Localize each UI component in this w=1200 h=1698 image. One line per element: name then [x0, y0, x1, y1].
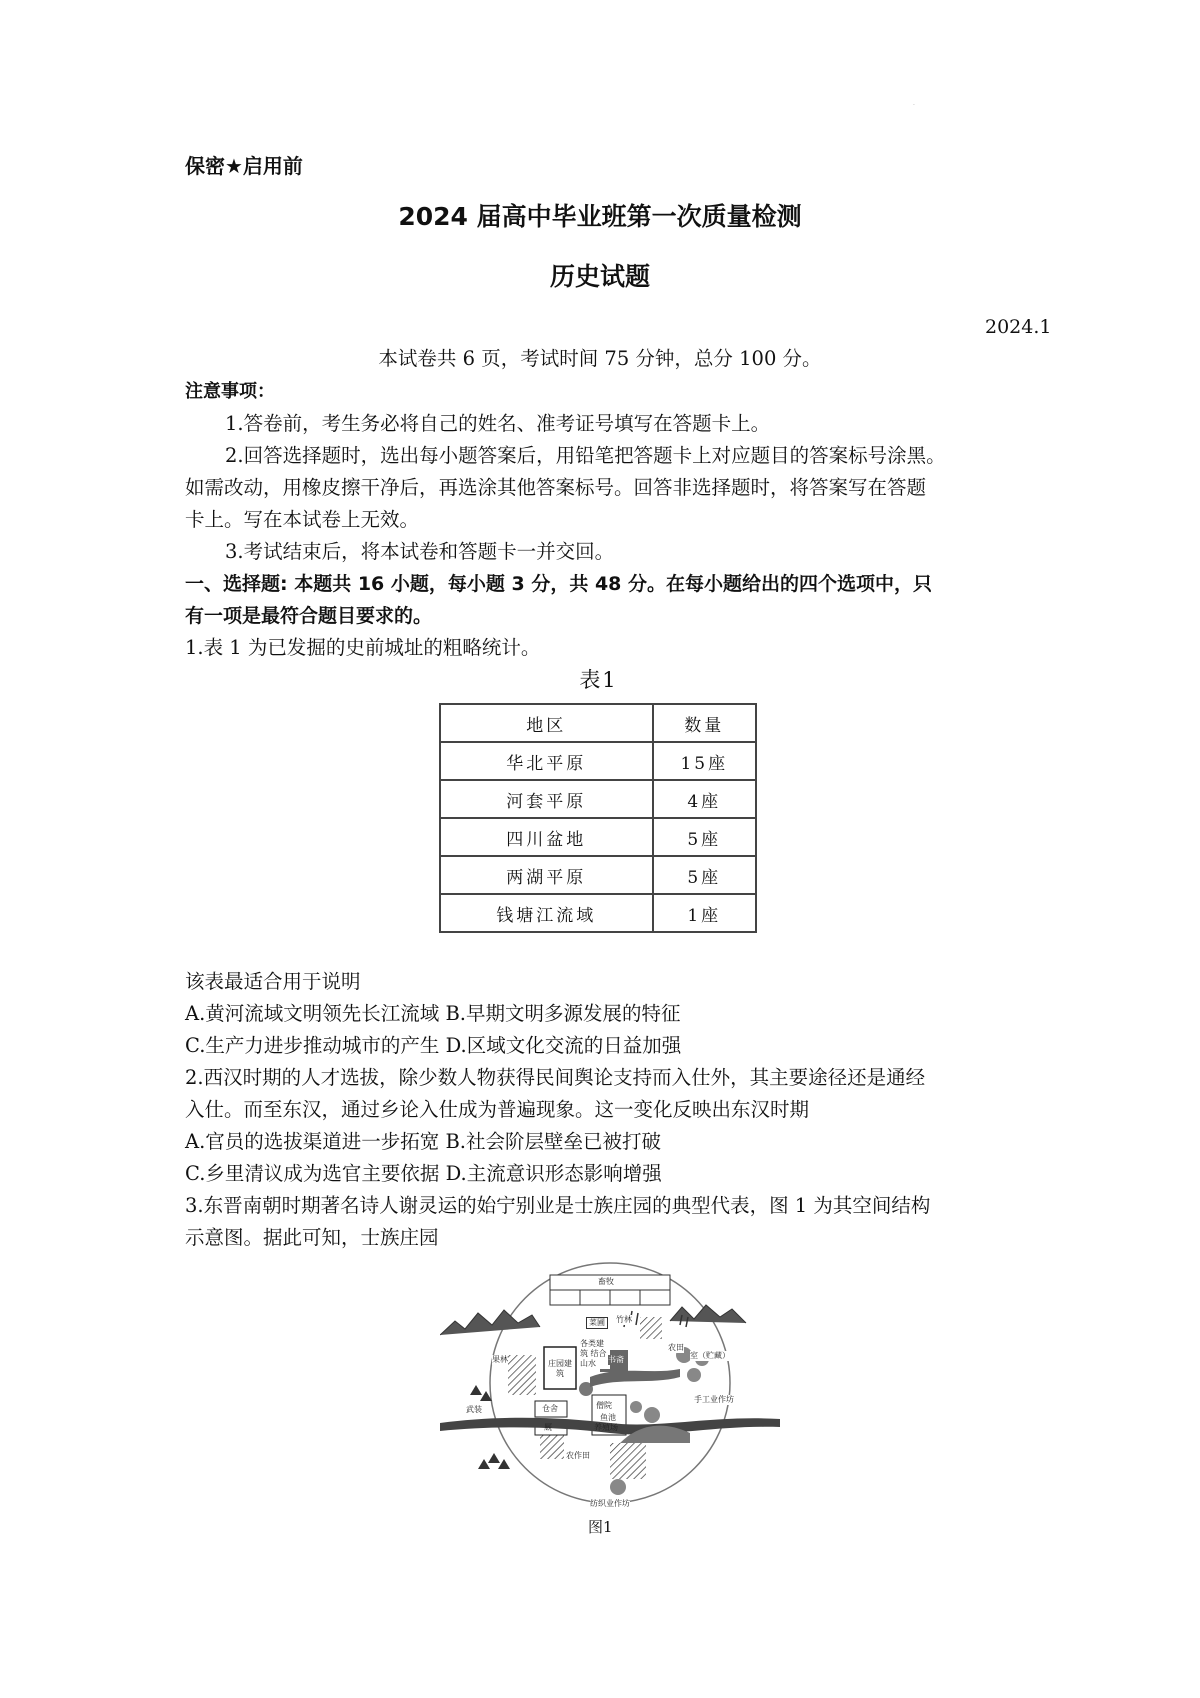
label-fish: 鱼池: [600, 1413, 616, 1422]
scan-speck: ·: [913, 102, 915, 109]
confidential-label: 保密★启用前: [185, 154, 303, 178]
table-cell-region: 河套平原: [440, 780, 653, 818]
table-cell-count: 15座: [653, 742, 756, 780]
table-cell-region: 钱塘江流域: [440, 894, 653, 932]
table-cell-count: 5座: [653, 818, 756, 856]
label-top: 畜牧: [598, 1277, 614, 1286]
q1-stem: 1.表 1 为已发掘的史前城址的粗略统计。: [185, 636, 541, 659]
table-header-region: 地区: [440, 704, 653, 742]
table-row: [440, 742, 756, 780]
q3-stem-line-2: 示意图。据此可知，士族庄园: [185, 1226, 439, 1249]
table-cell-region: 两湖平原: [440, 856, 653, 894]
q1-options-ab: A.黄河流域文明领先长江流域 B.早期文明多源发展的特征: [185, 1002, 681, 1025]
label-pasture: 养殖场: [594, 1423, 618, 1432]
table-row: [440, 894, 756, 932]
figure-1-estate-diagram: [440, 1255, 780, 1540]
table-row: [440, 856, 756, 894]
label-monastery: 僧院: [596, 1401, 612, 1410]
q3-stem-line-1: 3.东晋南朝时期著名诗人谢灵运的始宁别业是士族庄园的典型代表，图 1 为其空间结构: [185, 1194, 931, 1217]
q2-stem-line-1: 2.西汉时期的人才选拔，除少数人物获得民间舆论支持而入仕外，其主要途径还是通经: [185, 1066, 926, 1089]
note-line-1: 1.答卷前，考生务必将自己的姓名、准考证号填写在答题卡上。: [225, 412, 771, 435]
note-line-2: 2.回答选择题时，选出每小题答案后，用铅笔把答题卡上对应题目的答案标号涂黑。: [225, 444, 946, 467]
orchard-field-hatched: [508, 1355, 536, 1395]
exam-date: 2024.1: [985, 316, 1052, 338]
q2-options-cd: C.乡里清议成为选官主要依据 D.主流意识形态影响增强: [185, 1162, 662, 1185]
label-farm: 农作田: [566, 1451, 590, 1460]
notes-heading: 注意事项：: [185, 381, 275, 402]
label-textile: 纺织业作坊: [590, 1499, 630, 1508]
farm-field-hatched: [610, 1443, 646, 1479]
label-main: 庄园建筑: [548, 1359, 572, 1378]
bamboo-field-hatched: [640, 1317, 662, 1339]
note-line-3: 如需改动，用橡皮擦干净后，再选涂其他答案标号。回答非选择题时，将答案写在答题: [185, 476, 927, 499]
table-row: [440, 780, 756, 818]
exam-title: 2024 届高中毕业班第一次质量检测: [398, 202, 802, 231]
label-guard: 武装: [466, 1405, 482, 1414]
table-cell-count: 5座: [653, 856, 756, 894]
table-cell-count: 1座: [653, 894, 756, 932]
section-heading-line-2: 有一项是最符合题目要求的。: [185, 605, 433, 627]
label-fruit: 果林: [492, 1355, 508, 1364]
label-vegetable: 菜圃: [586, 1317, 608, 1329]
table-header-count: 数量: [653, 704, 756, 742]
label-bamboo: 竹林: [616, 1315, 632, 1324]
table-header-row: [440, 704, 756, 742]
exam-info: 本试卷共 6 页，考试时间 75 分钟，总分 100 分。: [378, 347, 822, 370]
table-cell-region: 四川盆地: [440, 818, 653, 856]
label-orchard: 农田: [668, 1343, 684, 1352]
label-craft: 手工业作坊: [694, 1395, 734, 1404]
note-line-4: 卡上。写在本试卷上无效。: [185, 508, 420, 531]
exam-subject: 历史试题: [549, 262, 650, 291]
table-cell-region: 华北平原: [440, 742, 653, 780]
label-storage: 室（贮藏）: [690, 1351, 730, 1360]
table-row: [440, 818, 756, 856]
q1-options-cd: C.生产力进步推动城市的产生 D.区域文化交流的日益加强: [185, 1034, 682, 1057]
q2-stem-line-2: 入仕。而至东汉，通过乡论入仕成为普遍现象。这一变化反映出东汉时期: [185, 1098, 810, 1121]
table-1-figure: [425, 666, 772, 954]
note-line-5: 3.考试结束后，将本试卷和答题卡一并交回。: [225, 540, 615, 563]
table-caption: 表1: [579, 668, 618, 692]
mountain-range-left: [440, 1310, 540, 1335]
site-count-table: [439, 703, 757, 933]
q2-options-ab: A.官员的选拔渠道进一步拓宽 B.社会阶层壁垒已被打破: [185, 1130, 662, 1153]
section-heading-line-1: 一、选择题: 本题共 16 小题，每小题 3 分，共 48 分。在每小题给出的四个选项中，只: [185, 573, 933, 595]
label-scenic: 各类建筑 结合山水: [580, 1339, 610, 1369]
figure-caption: 图1: [588, 1518, 613, 1536]
table-cell-count: 4座: [653, 780, 756, 818]
label-study: 书斋: [608, 1355, 624, 1364]
label-granary: 仓舍: [542, 1404, 558, 1413]
q1-prompt: 该表最适合用于说明: [185, 970, 361, 993]
label-stable: 厩: [544, 1423, 552, 1432]
